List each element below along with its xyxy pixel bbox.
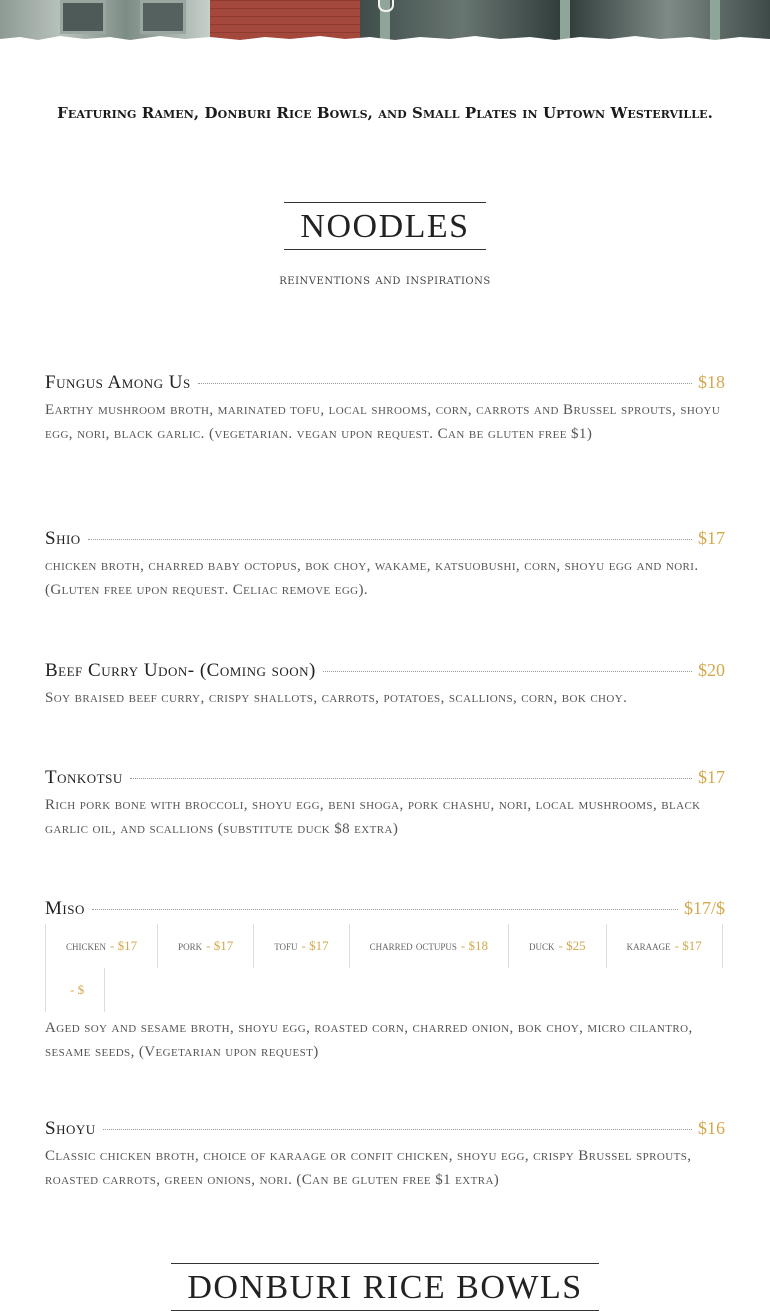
item-description: Earthy mushroom broth, marinated tofu, local shrooms, corn, carrots and Brussel sprouts, shoyu egg, nori, black garlic. (vegetarian. vegan upon request. Can be gluten free $1) <box>45 402 721 442</box>
menu-item-beef-curry-udon <box>45 660 725 710</box>
option-price: - $17 <box>110 938 138 953</box>
dotted-leader <box>92 909 678 910</box>
section-donburi <box>0 1263 770 1311</box>
protein-options <box>45 924 725 1012</box>
section-noodles <box>0 202 770 288</box>
option-price: - $17 <box>674 938 702 953</box>
item-name: Fungus Among Us <box>45 372 191 393</box>
hero-window <box>140 0 186 34</box>
item-price: $18 <box>698 372 725 392</box>
hero-window <box>60 0 106 34</box>
section-subtitle: reinventions and inspirations <box>279 272 491 288</box>
dotted-leader <box>323 671 692 672</box>
menu-item-miso <box>45 898 725 1064</box>
option-charred-octupus[interactable] <box>349 924 509 968</box>
option-tofu[interactable] <box>253 924 349 968</box>
dotted-leader <box>198 383 692 384</box>
option-label: karaage <box>626 938 671 953</box>
menu-item-fungus-among-us <box>45 372 725 446</box>
item-price: $17 <box>698 767 725 787</box>
tagline: Featuring Ramen, Donburi Rice Bowls, and Small Plates in Uptown Westerville. <box>57 104 713 122</box>
menu-item-shio <box>45 528 725 602</box>
item-price: $17/$ <box>683 898 725 918</box>
item-description: Aged soy and sesame broth, shoyu egg, roasted corn, charred onion, bok choy, micro cilantro, sesame seeds, (Vegetarian upon request) <box>45 1020 693 1060</box>
item-price: $16 <box>698 1118 725 1138</box>
menu-item-tonkotsu <box>45 767 725 841</box>
item-name: Beef Curry Udon- (Coming soon) <box>45 660 316 681</box>
option-empty[interactable] <box>45 968 105 1012</box>
option-price: - $17 <box>206 938 234 953</box>
item-description: Classic chicken broth, choice of karaage or confit chicken, shoyu egg, crispy Brussel sprouts, roasted carrots, green onions, nori. (Can be gluten free $1 extra) <box>45 1148 692 1188</box>
option-price: - $ <box>70 982 85 997</box>
dotted-leader <box>88 539 692 540</box>
section-title: DONBURI RICE BOWLS <box>171 1263 598 1311</box>
dotted-leader <box>103 1129 692 1130</box>
option-duck[interactable] <box>508 924 607 968</box>
option-chicken[interactable] <box>45 924 158 968</box>
item-price: $20 <box>698 660 725 680</box>
option-label: charred octupus <box>369 938 457 953</box>
option-label: chicken <box>66 938 106 953</box>
option-karaage[interactable] <box>606 924 723 968</box>
section-title: NOODLES <box>284 202 485 250</box>
option-price: - $25 <box>558 938 586 953</box>
option-label: pork <box>178 938 203 953</box>
option-price: - $18 <box>460 938 488 953</box>
option-pork[interactable] <box>157 924 254 968</box>
option-price: - $17 <box>301 938 329 953</box>
item-description: Soy braised beef curry, crispy shallots, carrots, potatoes, scallions, corn, bok choy. <box>45 690 628 706</box>
item-description: chicken broth, charred baby octopus, bok choy, wakame, katsuobushi, corn, shoyu egg and nori. (Gluten free upon request. Celiac remove egg). <box>45 558 699 598</box>
item-description: Rich pork bone with broccoli, shoyu egg, beni shoga, pork chashu, nori, local mushrooms, black garlic oil, and scallions (substitute duck $8 extra) <box>45 797 701 837</box>
option-label: tofu <box>274 938 298 953</box>
logo-icon <box>378 0 394 12</box>
menu-item-shoyu <box>45 1118 725 1192</box>
item-name: Tonkotsu <box>45 767 123 788</box>
torn-paper-edge <box>0 33 770 47</box>
dotted-leader <box>130 778 692 779</box>
item-name: Miso <box>45 898 85 919</box>
item-name: Shoyu <box>45 1118 96 1139</box>
item-price: $17 <box>698 528 725 548</box>
item-name: Shio <box>45 528 81 549</box>
option-label: duck <box>529 938 555 953</box>
